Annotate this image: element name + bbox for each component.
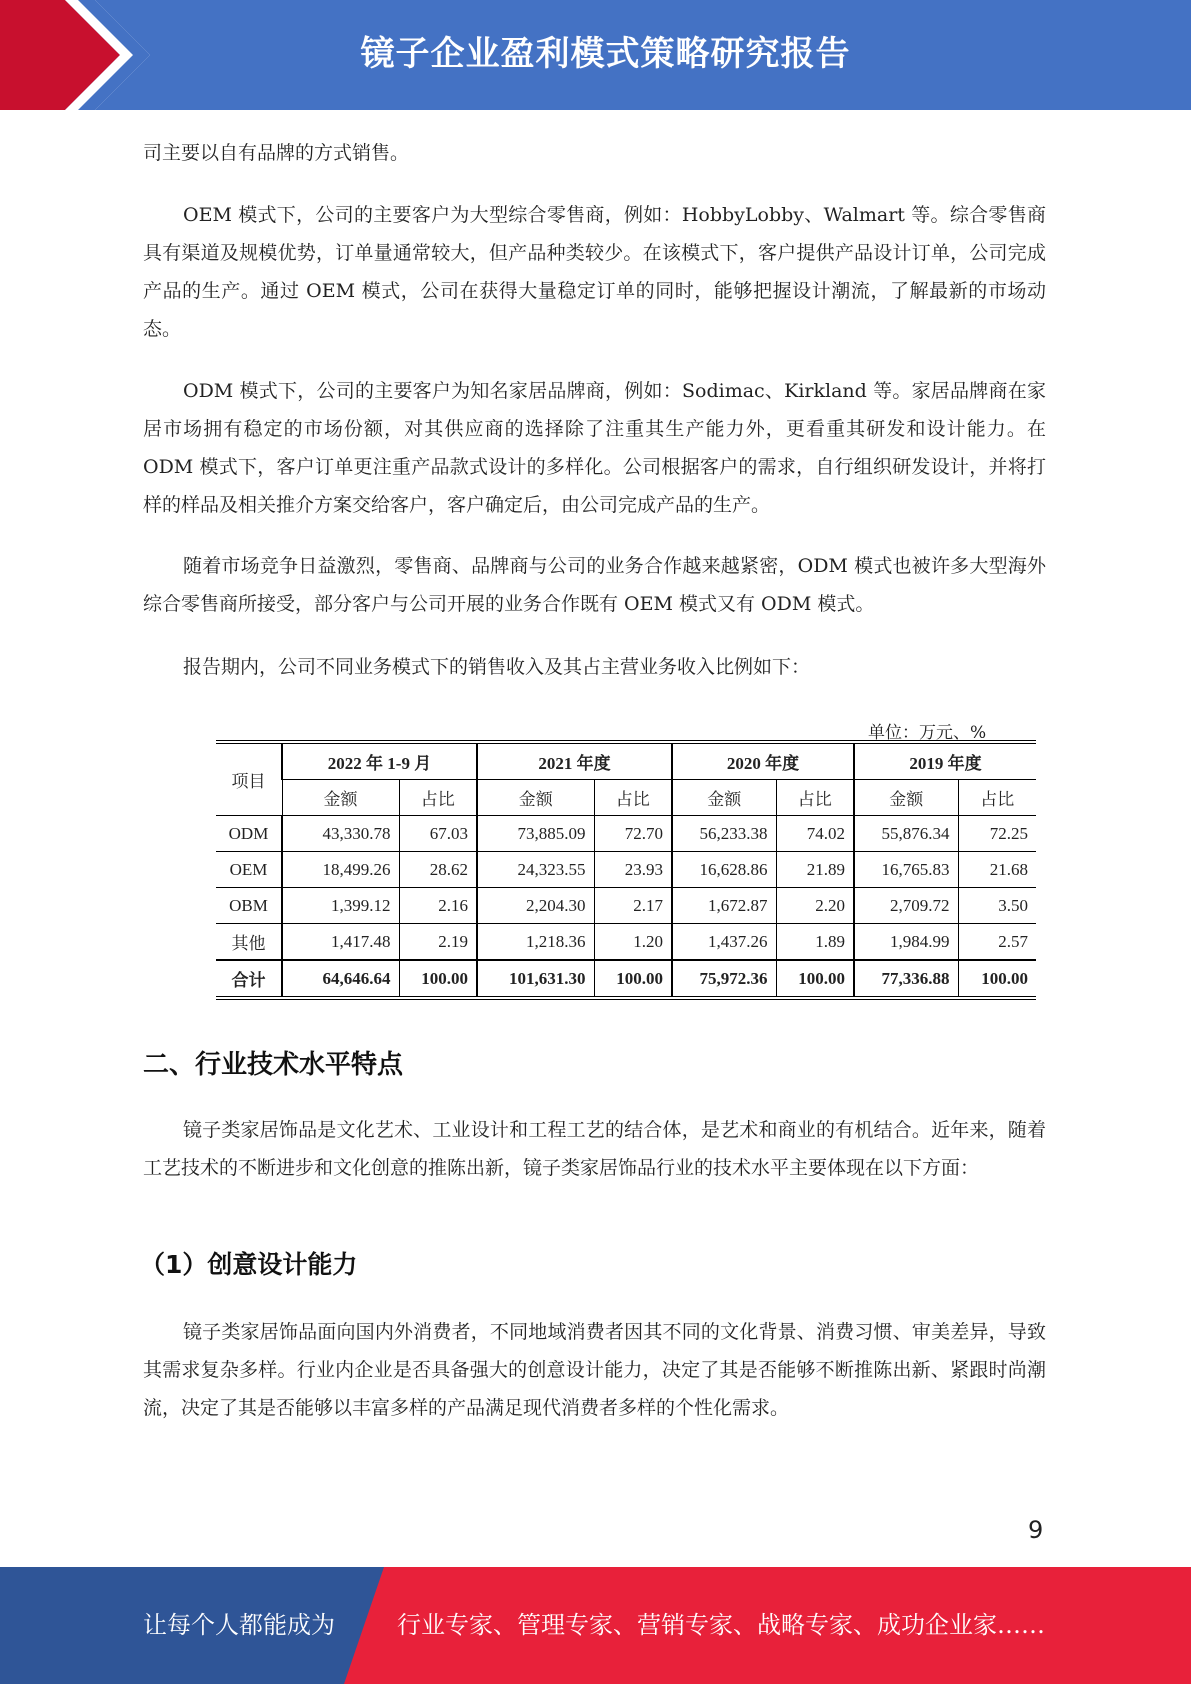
row-label: 其他: [216, 924, 282, 961]
footer-slogan-right: 行业专家、管理专家、营销专家、战略专家、成功企业家……: [397, 1611, 1045, 1639]
table-row: [216, 816, 1036, 852]
section-heading: 二、行业技术水平特点: [143, 1050, 404, 1080]
table-cell: 73,885.09: [477, 816, 594, 852]
table-cell: 16,628.86: [672, 852, 776, 888]
table-row: [216, 852, 1036, 888]
row-label: 合计: [216, 960, 282, 998]
table-header-item: 项目: [216, 742, 282, 816]
paragraph-3: 随着市场竞争日益激烈，零售商、品牌商与公司的业务合作越来越紧密，ODM 模式也被许多大型海外综合零售商所接受，部分客户与公司开展的业务合作既有 OEM 模式又有 ODM 模式。: [143, 555, 1046, 615]
table-cell: 100.00: [776, 960, 854, 998]
table-cell: 2.17: [594, 888, 672, 924]
table-subheader-ratio: 占比: [776, 780, 854, 816]
table-cell: 72.70: [594, 816, 672, 852]
table-cell: 75,972.36: [672, 960, 776, 998]
header-banner: [0, 0, 1191, 110]
table-cell: 67.03: [399, 816, 477, 852]
table-cell: 18,499.26: [282, 852, 399, 888]
paragraph-0: 司主要以自有品牌的方式销售。: [143, 142, 410, 164]
footer-slogan-left: 让每个人都能成为: [143, 1611, 335, 1639]
table-subheader-ratio: 占比: [594, 780, 672, 816]
table-cell: 100.00: [958, 960, 1036, 998]
table-cell: 101,631.30: [477, 960, 594, 998]
table-total-row: [216, 960, 1036, 998]
table-cell: 2.16: [399, 888, 477, 924]
report-title: 镜子企业盈利模式策略研究报告: [360, 34, 851, 74]
table-cell: 21.68: [958, 852, 1036, 888]
paragraph-6: 镜子类家居饰品面向国内外消费者，不同地域消费者因其不同的文化背景、消费习惯、审美差异，导致其需求复杂多样。行业内企业是否具备强大的创意设计能力，决定了其是否能够不断推陈出新、紧跟时尚潮流，决定了其是否能够以丰富多样的产品满足现代消费者多样的个性化需求。: [143, 1321, 1046, 1419]
paragraph-4: 报告期内，公司不同业务模式下的销售收入及其占主营业务收入比例如下：: [183, 656, 811, 678]
table-cell: 21.89: [776, 852, 854, 888]
table-cell: 1,417.48: [282, 924, 399, 961]
table-header-period: 2019 年度: [854, 742, 1036, 780]
paragraph-5: 镜子类家居饰品是文化艺术、工业设计和工程工艺的结合体，是艺术和商业的有机结合。近年来，随着工艺技术的不断进步和文化创意的推陈出新，镜子类家居饰品行业的技术水平主要体现在以下方面：: [143, 1119, 1046, 1179]
table-subheader-amount: 金额: [282, 780, 399, 816]
table-cell: 2,709.72: [854, 888, 958, 924]
table-cell: 100.00: [594, 960, 672, 998]
table-cell: 74.02: [776, 816, 854, 852]
page-number: 9: [1028, 1516, 1044, 1544]
table-cell: 1,984.99: [854, 924, 958, 961]
revenue-table: [216, 740, 1036, 1000]
table-cell: 72.25: [958, 816, 1036, 852]
table-unit: 单位：万元、%: [868, 723, 987, 743]
subsection-heading: （1）创意设计能力: [140, 1250, 358, 1279]
table-header-period: 2022 年 1-9 月: [282, 742, 477, 780]
table-header-row: [216, 742, 1036, 780]
table-cell: 23.93: [594, 852, 672, 888]
table-subheader-amount: 金额: [854, 780, 958, 816]
table-subheader-row: [216, 780, 1036, 816]
table-cell: 2.57: [958, 924, 1036, 961]
row-label: ODM: [216, 816, 282, 852]
table-row: [216, 924, 1036, 961]
table-cell: 16,765.83: [854, 852, 958, 888]
table-subheader-ratio: 占比: [399, 780, 477, 816]
table-cell: 100.00: [399, 960, 477, 998]
table-subheader-amount: 金额: [672, 780, 776, 816]
table-cell: 77,336.88: [854, 960, 958, 998]
table-subheader-ratio: 占比: [958, 780, 1036, 816]
table-cell: 1,218.36: [477, 924, 594, 961]
table-cell: 28.62: [399, 852, 477, 888]
paragraph-2: ODM 模式下，公司的主要客户为知名家居品牌商，例如：Sodimac、Kirkland 等。家居品牌商在家居市场拥有稳定的市场份额，对其供应商的选择除了注重其生产能力外，更看重其研发和设计能力。在 ODM 模式下，客户订单更注重产品款式设计的多样化。公司根据客户的需求，自行组织研发设计，并将打样的样品及相关推介方案交给客户，客户确定后，由公司完成产品的生产。: [143, 380, 1046, 516]
footer-banner: [0, 1567, 1191, 1684]
row-label: OBM: [216, 888, 282, 924]
table-subheader-amount: 金额: [477, 780, 594, 816]
table-cell: 1.89: [776, 924, 854, 961]
table-cell: 56,233.38: [672, 816, 776, 852]
table-cell: 1.20: [594, 924, 672, 961]
table-cell: 24,323.55: [477, 852, 594, 888]
table-cell: 2.19: [399, 924, 477, 961]
table-cell: 43,330.78: [282, 816, 399, 852]
table-cell: 1,399.12: [282, 888, 399, 924]
table-cell: 3.50: [958, 888, 1036, 924]
table-cell: 55,876.34: [854, 816, 958, 852]
table-cell: 64,646.64: [282, 960, 399, 998]
table-cell: 1,437.26: [672, 924, 776, 961]
paragraph-1: OEM 模式下，公司的主要客户为大型综合零售商，例如：HobbyLobby、Walmart 等。综合零售商具有渠道及规模优势，订单量通常较大，但产品种类较少。在该模式下，客户提供产品设计订单，公司完成产品的生产。通过 OEM 模式，公司在获得大量稳定订单的同时，能够把握设计潮流，了解最新的市场动态。: [143, 204, 1046, 340]
table-header-period: 2020 年度: [672, 742, 854, 780]
table-cell: 2.20: [776, 888, 854, 924]
table-header-period: 2021 年度: [477, 742, 672, 780]
table-cell: 1,672.87: [672, 888, 776, 924]
table-row: [216, 888, 1036, 924]
row-label: OEM: [216, 852, 282, 888]
table-cell: 2,204.30: [477, 888, 594, 924]
